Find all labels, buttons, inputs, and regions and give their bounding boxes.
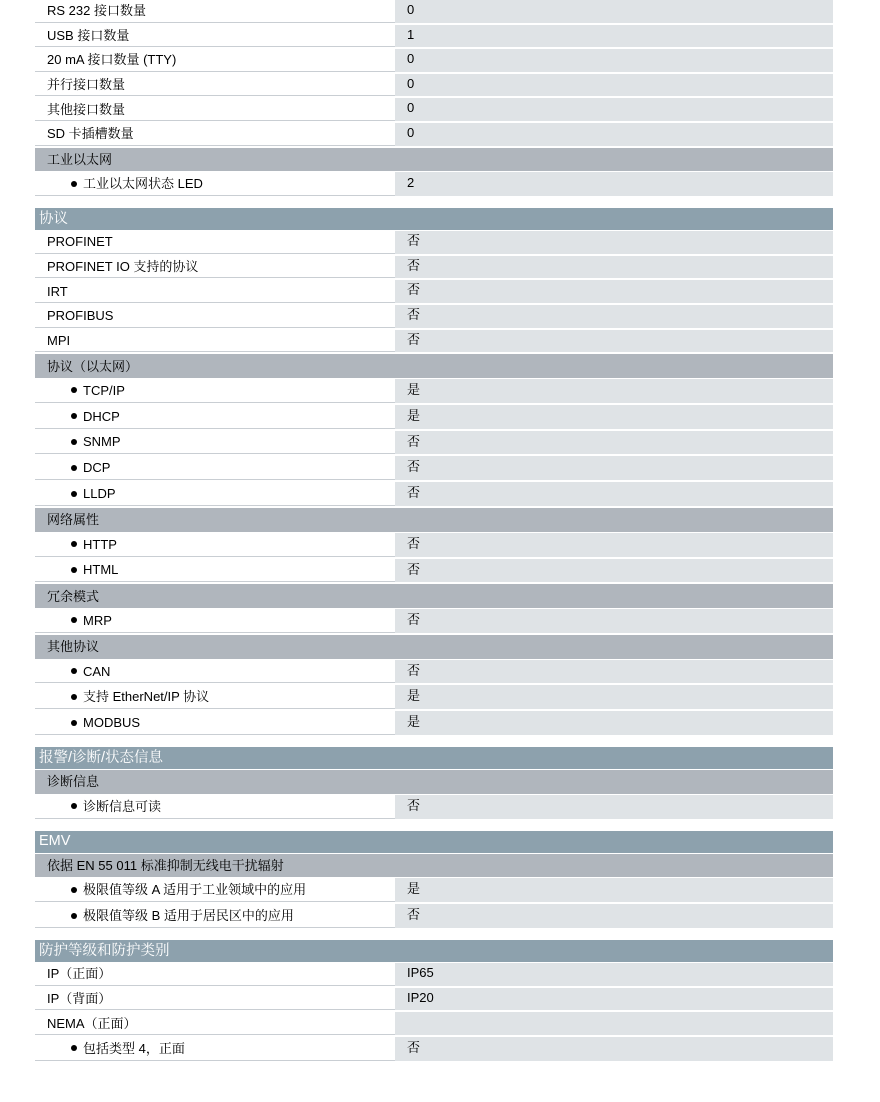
spec-label-text: CAN: [83, 663, 111, 679]
subsection-title: 其他协议: [35, 635, 833, 660]
spec-row: [35, 660, 833, 686]
spec-label-text: IRT: [47, 283, 68, 299]
spec-label-text: IP（正面）: [47, 966, 112, 982]
spec-label: [35, 98, 395, 121]
spec-label: [35, 1012, 395, 1035]
spec-label: [35, 795, 395, 819]
spec-label: [35, 74, 395, 97]
spec-label-text: HTML: [83, 562, 119, 578]
spec-label: [35, 379, 395, 403]
spec-row: [35, 685, 833, 711]
spec-label: [35, 711, 395, 735]
spec-label-text: 极限值等级 B 适用于居民区中的应用: [83, 908, 294, 924]
spec-label: [35, 609, 395, 633]
spec-section: [35, 747, 833, 821]
spec-value: 否: [395, 256, 833, 279]
spec-value: IP20: [395, 988, 833, 1011]
bullet-icon: [71, 387, 77, 393]
spec-value: 否: [395, 660, 833, 684]
spec-value: 否: [395, 456, 833, 480]
spec-label: [35, 482, 395, 506]
spec-row: [35, 330, 833, 355]
spec-row: [35, 904, 833, 930]
spec-value: 否: [395, 330, 833, 353]
spec-value: 否: [395, 795, 833, 819]
spec-label-text: MRP: [83, 612, 112, 628]
spec-value: 1: [395, 25, 833, 48]
spec-label: [35, 533, 395, 557]
spec-row: [35, 256, 833, 281]
section-title: 防护等级和防护类别: [35, 940, 833, 963]
spec-value: 否: [395, 1037, 833, 1061]
spec-row: [35, 533, 833, 559]
spec-sheet: [35, 0, 833, 1063]
spec-row: [35, 74, 833, 99]
spec-value: 0: [395, 49, 833, 72]
spec-label: [35, 559, 395, 583]
spec-label: [35, 0, 395, 23]
spec-label: [35, 231, 395, 254]
spec-label: [35, 456, 395, 480]
bullet-icon: [71, 541, 77, 547]
spec-row: [35, 0, 833, 25]
spec-label: [35, 172, 395, 196]
spec-row: [35, 878, 833, 904]
spec-value: 0: [395, 123, 833, 146]
spec-section: [35, 208, 833, 737]
spec-value: 是: [395, 878, 833, 902]
subsection-title: 工业以太网: [35, 148, 833, 173]
spec-row: [35, 1037, 833, 1063]
spec-row: [35, 49, 833, 74]
spec-row: [35, 795, 833, 821]
spec-label: [35, 280, 395, 303]
spec-label-text: PROFINET IO 支持的协议: [47, 259, 199, 275]
bullet-icon: [71, 668, 77, 674]
spec-label-text: 诊断信息可读: [83, 798, 162, 814]
spec-row: [35, 988, 833, 1013]
spec-value: 是: [395, 711, 833, 735]
spec-value: 否: [395, 482, 833, 506]
spec-value: 否: [395, 559, 833, 583]
spec-row: [35, 231, 833, 256]
spec-value: IP65: [395, 963, 833, 986]
bullet-icon: [71, 491, 77, 497]
spec-label-text: HTTP: [83, 536, 117, 552]
spec-value: 否: [395, 231, 833, 254]
spec-label-text: RS 232 接口数量: [47, 3, 146, 19]
bullet-icon: [71, 694, 77, 700]
bullet-icon: [71, 567, 77, 573]
spec-row: [35, 1012, 833, 1037]
bullet-icon: [71, 465, 77, 471]
spec-label-text: SD 卡插槽数量: [47, 126, 134, 142]
spec-label-text: 支持 EtherNet/IP 协议: [83, 689, 210, 705]
spec-row: [35, 305, 833, 330]
section-title: 报警/诊断/状态信息: [35, 747, 833, 770]
bullet-icon: [71, 439, 77, 445]
spec-value: 是: [395, 685, 833, 709]
spec-label-text: 工业以太网状态 LED: [83, 176, 203, 192]
spec-section: [35, 831, 833, 930]
spec-row: [35, 559, 833, 585]
spec-row: [35, 482, 833, 508]
spec-label: [35, 25, 395, 48]
spec-label: [35, 49, 395, 72]
spec-label: [35, 305, 395, 328]
spec-row: [35, 963, 833, 988]
spec-value: 0: [395, 74, 833, 97]
spec-row: [35, 172, 833, 198]
bullet-icon: [71, 720, 77, 726]
spec-label-text: TCP/IP: [83, 382, 125, 398]
section-title: EMV: [35, 831, 833, 854]
spec-value: 是: [395, 405, 833, 429]
spec-label-text: LLDP: [83, 486, 116, 501]
spec-label-text: MPI: [47, 332, 71, 348]
spec-value: 是: [395, 379, 833, 403]
spec-label-text: DHCP: [83, 408, 120, 424]
spec-label-text: DCP: [83, 460, 111, 476]
bullet-icon: [71, 181, 77, 187]
spec-value: 否: [395, 609, 833, 633]
spec-label-text: USB 接口数量: [47, 27, 130, 43]
spec-value: 2: [395, 172, 833, 196]
spec-value: 否: [395, 280, 833, 303]
spec-label: [35, 123, 395, 146]
spec-label: [35, 988, 395, 1011]
spec-label: [35, 256, 395, 279]
spec-row: [35, 431, 833, 457]
spec-label-text: NEMA（正面）: [47, 1015, 137, 1031]
spec-label: [35, 1037, 395, 1061]
spec-row: [35, 456, 833, 482]
bullet-icon: [71, 413, 77, 419]
spec-label: [35, 660, 395, 684]
spec-row: [35, 25, 833, 50]
spec-row: [35, 98, 833, 123]
bullet-icon: [71, 1045, 77, 1051]
spec-value: 0: [395, 0, 833, 23]
section-title: 协议: [35, 208, 833, 231]
subsection-title: 协议（以太网）: [35, 354, 833, 379]
spec-label-text: MODBUS: [83, 715, 141, 731]
spec-value: 否: [395, 904, 833, 928]
spec-section: [35, 940, 833, 1063]
spec-row: [35, 609, 833, 635]
spec-label: [35, 904, 395, 928]
spec-value: 否: [395, 533, 833, 557]
spec-block: [35, 0, 833, 198]
spec-label: [35, 963, 395, 986]
spec-row: [35, 405, 833, 431]
spec-label-text: SNMP: [83, 434, 121, 450]
spec-label: [35, 405, 395, 429]
subsection-title: 依据 EN 55 011 标准抑制无线电干扰辐射: [35, 854, 833, 879]
spec-row: [35, 711, 833, 737]
spec-label-text: PROFINET: [47, 234, 113, 250]
spec-row: [35, 123, 833, 148]
spec-label-text: 并行接口数量: [47, 77, 126, 93]
spec-value: 0: [395, 98, 833, 121]
spec-value: 否: [395, 431, 833, 455]
spec-row: [35, 379, 833, 405]
spec-value: [395, 1012, 833, 1035]
spec-label-text: 其他接口数量: [47, 101, 126, 117]
subsection-title: 网络属性: [35, 508, 833, 533]
spec-label: [35, 431, 395, 455]
spec-label: [35, 685, 395, 709]
subsection-title: 冗余模式: [35, 584, 833, 609]
spec-label-text: PROFIBUS: [47, 308, 114, 324]
spec-label-text: 极限值等级 A 适用于工业领域中的应用: [83, 882, 307, 898]
spec-row: [35, 280, 833, 305]
subsection-title: 诊断信息: [35, 770, 833, 795]
spec-value: 否: [395, 305, 833, 328]
bullet-icon: [71, 913, 77, 919]
spec-label: [35, 330, 395, 353]
bullet-icon: [71, 887, 77, 893]
spec-label-text: IP（背面）: [47, 990, 112, 1006]
spec-label-text: 20 mA 接口数量 (TTY): [47, 52, 177, 68]
spec-label-text: 包括类型 4，正面: [83, 1040, 185, 1056]
bullet-icon: [71, 803, 77, 809]
spec-label: [35, 878, 395, 902]
bullet-icon: [71, 617, 77, 623]
